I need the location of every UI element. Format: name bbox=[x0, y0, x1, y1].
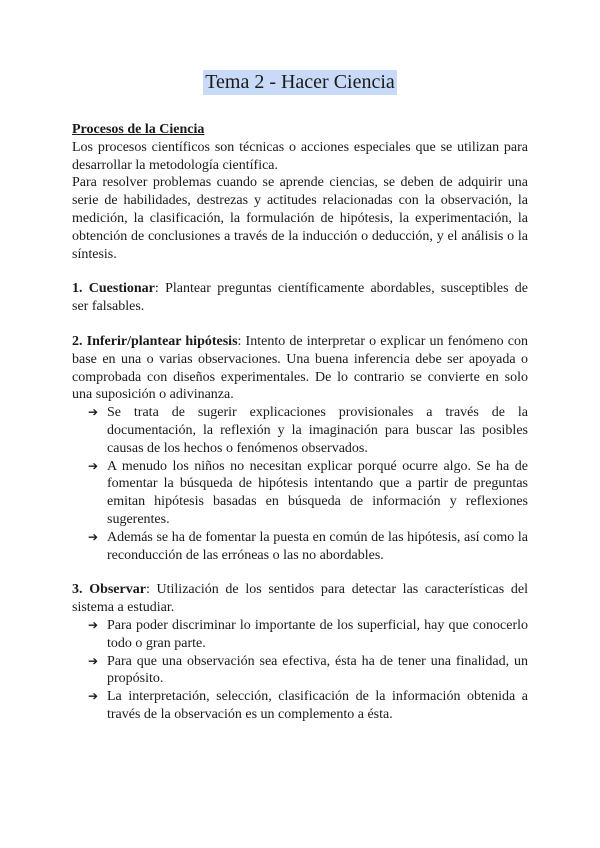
bullet-text: Se trata de sugerir explicaciones provisionales a través de la documentación, la reflexión y la imaginación para buscar las posibles causas de los hechos o fenómenos observados. bbox=[107, 405, 528, 456]
section-2-number: 2. bbox=[72, 333, 83, 349]
spacer bbox=[72, 564, 528, 581]
section-2-heading: Inferir/plantear hipótesis bbox=[86, 333, 238, 349]
intro-heading: Procesos de la Ciencia bbox=[72, 122, 205, 137]
right-arrow-icon: ➔ bbox=[88, 689, 99, 704]
section-3-paragraph bbox=[72, 581, 528, 617]
section-1-heading: Cuestionar bbox=[88, 281, 155, 297]
list-item bbox=[88, 653, 528, 689]
list-item bbox=[88, 617, 528, 653]
intro-heading-line bbox=[72, 121, 528, 139]
right-arrow-icon: ➔ bbox=[88, 653, 99, 668]
section-1-paragraph bbox=[72, 280, 528, 316]
section-3-text: : Utilización de los sentidos para detectar las características del sistema a estudiar. bbox=[72, 582, 528, 616]
bullet-text: Además se ha de fomentar la puesta en común de las hipótesis, así como la reconducción de las erróneas o las no abordables. bbox=[107, 529, 528, 563]
intro-paragraph-1: Los procesos científicos son técnicas o acciones especiales que se utilizan para desarrollar la metodología científica. bbox=[72, 139, 528, 173]
page-title: Tema 2 - Hacer Ciencia bbox=[205, 71, 395, 93]
list-item bbox=[88, 404, 528, 457]
bullet-text: Para poder discriminar lo importante de los superficial, hay que conocerlo todo o gran parte. bbox=[107, 617, 528, 651]
list-item bbox=[88, 458, 528, 529]
spacer bbox=[72, 316, 528, 333]
bullet-text: La interpretación, selección, clasificación de la información obtenida a través de la observación es un complemento a ésta. bbox=[107, 689, 528, 722]
section-2-bullet-list bbox=[72, 404, 528, 564]
section-1-number: 1. bbox=[72, 281, 83, 297]
section-2-text: : Intento de interpretar o explicar un fenómeno con base en una o varias observaciones. Una buena inferencia debe ser apoyada o comprobada con diseños experimentales. De lo contrario se convierte en solo una suposición o adivinanza. bbox=[72, 333, 528, 403]
document-page bbox=[72, 70, 528, 724]
section-3-number: 3. bbox=[72, 582, 83, 598]
title-wrap bbox=[72, 70, 528, 95]
right-arrow-icon: ➔ bbox=[88, 405, 99, 420]
list-item bbox=[88, 688, 528, 724]
section-3-bullet-list bbox=[72, 617, 528, 724]
right-arrow-icon: ➔ bbox=[88, 529, 99, 544]
spacer bbox=[72, 263, 528, 280]
section-1-text: : Plantear preguntas científicamente abordables, susceptibles de ser falsables. bbox=[72, 281, 529, 315]
list-item bbox=[88, 529, 528, 565]
intro-paragraph-2: Para resolver problemas cuando se aprende ciencias, se deben de adquirir una serie de habilidades, destrezas y actitudes relacionadas con la observación, la medición, la clasificación, la formulación de hipótesis, la experimentación, la obtención de conclusiones a través de la inducción o deducción, y el análisis o la síntesis. bbox=[72, 175, 528, 262]
right-arrow-icon: ➔ bbox=[88, 458, 99, 473]
bullet-text: A menudo los niños no necesitan explicar porqué ocurre algo. Se ha de fomentar la búsqueda de hipótesis intentando que a partir de preguntas emitan hipótesis basadas en búsqueda de información y reflexiones sugerentes. bbox=[107, 458, 528, 527]
section-2-paragraph bbox=[72, 333, 528, 404]
right-arrow-icon: ➔ bbox=[88, 617, 99, 632]
section-3-heading: Observar bbox=[89, 582, 146, 598]
bullet-text: Para que una observación sea efectiva, ésta ha de tener una finalidad, un propósito. bbox=[107, 653, 528, 687]
